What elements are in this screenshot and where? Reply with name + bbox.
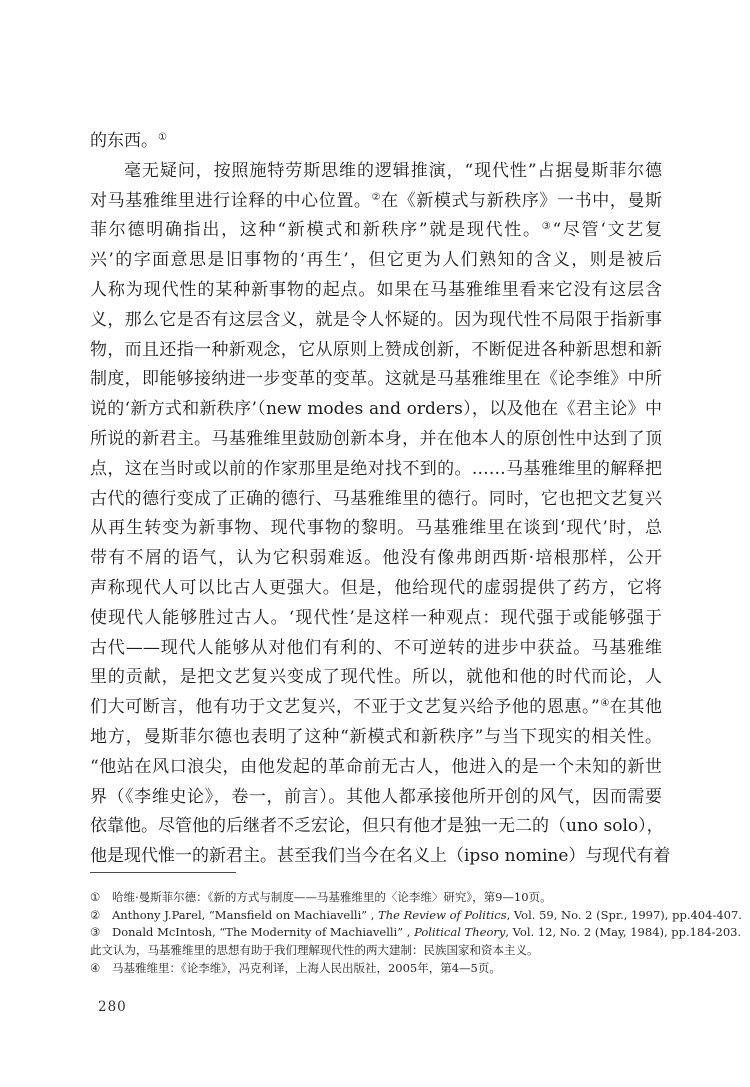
- footnote-line: [90, 960, 680, 978]
- footnote-text: Anthony J.Parel, “Mansfield on Machiavelli” , The Review of Politics, Vol. 59, No. 2 (Spr., 1997), pp.404-407.: [111, 907, 742, 922]
- body-line: 对马基雅维里进行诠释的中心位置。②在《新模式与新秩序》一书中，曼斯: [90, 190, 662, 211]
- footnote-line: [90, 889, 680, 907]
- body-line: 从再生转变为新事物、现代事物的黎明。马基雅维里在谈到‘现代’时，总: [90, 518, 662, 539]
- body-line: “他站在风口浪尖，由他发起的革命前无古人，他进入的是一个未知的新世: [90, 756, 662, 777]
- footnote-marker: ②: [90, 907, 101, 922]
- footnote-text: 此文认为，马基雅维里的思想有助于我们理解现代性的两大建制：民族国家和资本主义。: [90, 943, 539, 958]
- body-line: 地方，曼斯菲尔德也表明了这种“新模式和新秩序”与当下现实的相关性。: [90, 726, 662, 747]
- body-line: 点，这在当时或以前的作家那里是绝对找不到的。……马基雅维里的解释把: [90, 458, 662, 479]
- body-text: [90, 127, 671, 872]
- body-line: 带有不屑的语气，认为它积弱难返。他没有像弗朗西斯·培根那样，公开: [90, 548, 662, 569]
- footnote-text: 马基雅维里：《论李维》，冯克利译，上海人民出版社，2005年，第4—5页。: [111, 960, 501, 975]
- footnote-marker: ④: [90, 960, 101, 975]
- body-line: 说的‘新方式和新秩序’（new modes and orders），以及他在《君主论》中: [90, 399, 662, 420]
- body-line: 们大可断言，他有功于文艺复兴，不亚于文艺复兴给予他的恩惠。”④在其他: [90, 697, 663, 718]
- footnote-separator: [90, 872, 236, 873]
- body-line: 菲尔德明确指出，这种“新模式和新秩序”就是现代性。③“尽管‘文艺复: [90, 220, 662, 241]
- footnote-marker: ①: [90, 890, 101, 904]
- body-line: 义，那么它是否有这层含义，就是令人怀疑的。因为现代性不局限于指新事: [90, 309, 662, 330]
- body-line: 的东西。①: [90, 131, 167, 151]
- body-line: 使现代人能够胜过古人。‘现代性’是这样一种观点：现代强于或能够强于: [90, 607, 662, 628]
- body-line: 古代——现代人能够从对他们有利的、不可逆转的进步中获益。马基雅维: [90, 637, 662, 658]
- body-line: 物，而且还指一种新观念，它从原则上赞成创新，不断促进各种新思想和新: [90, 339, 662, 360]
- body-line: 依靠他。尽管他的后继者不乏宏论，但只有他才是独一无二的（uno solo），: [90, 816, 664, 837]
- body-line: 人称为现代性的某种新事物的起点。如果在马基雅维里看来它没有这层含: [90, 279, 662, 300]
- body-line: 所说的新君主。马基雅维里鼓励创新本身，并在他本人的原创性中达到了顶: [90, 428, 662, 449]
- body-line: 他是现代惟一的新君主。甚至我们当今在名义上（ipso nomine）与现代有着: [90, 846, 671, 867]
- footnotes: [90, 889, 742, 977]
- footnote-text: Donald McIntosh, “The Modernity of Machiavelli” , Political Theory, Vol. 12, No. 2 (May, 1984), pp.184-203.: [111, 925, 742, 940]
- footnote-line: [90, 942, 680, 960]
- body-line: 毫无疑问，按照施特劳斯思维的逻辑推演，“现代性”占据曼斯菲尔德: [124, 160, 662, 181]
- footnote-line: [90, 907, 742, 925]
- page-number: 280: [98, 999, 127, 1015]
- body-line: 古代的德行变成了正确的德行、马基雅维里的德行。同时，它也把文艺复兴: [90, 488, 662, 509]
- body-line: 声称现代人可以比古人更强大。但是，他给现代的虚弱提供了药方，它将: [90, 577, 662, 598]
- body-line: 制度，即能够接纳进一步变革的变革。这就是马基雅维里在《论李维》中所: [90, 369, 662, 390]
- body-line: 界（《李维史论》，卷一，前言）。其他人都承接他所开创的风气，因而需要: [90, 786, 662, 807]
- footnote-line: [90, 924, 742, 942]
- footnote-text: 哈维·曼斯菲尔德：《新的方式与制度——马基雅维里的〈论李维〉研究》，第9—10页。: [111, 890, 552, 904]
- body-line: 兴’的字面意思是旧事物的‘再生’，但它更为人们熟知的含义，则是被后: [90, 250, 662, 271]
- footnote-marker: ③: [90, 925, 101, 940]
- body-line: 里的贡献，是把文艺复兴变成了现代性。所以，就他和他的时代而论，人: [90, 667, 662, 688]
